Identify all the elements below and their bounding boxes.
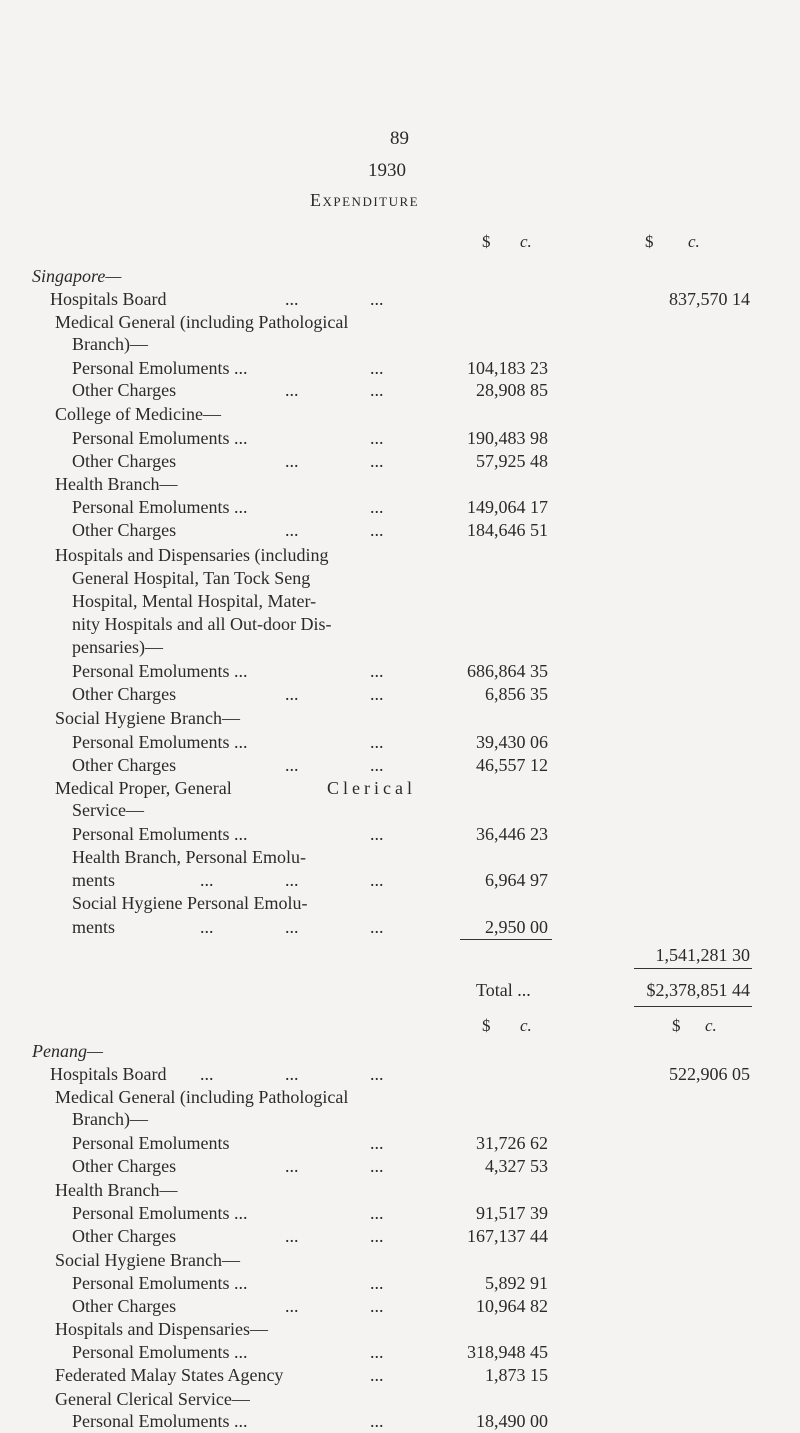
leader-dots: ... <box>370 732 384 752</box>
amount: 184,646 51 <box>467 520 548 540</box>
line-label: Personal Emoluments <box>72 1133 230 1153</box>
line-label: Hospitals and Dispensaries (including <box>55 545 329 565</box>
amount: 36,446 23 <box>476 824 548 844</box>
section-heading: Expenditure <box>310 190 420 210</box>
leader-dots: ... <box>285 917 299 937</box>
leader-dots: ... <box>285 1226 299 1246</box>
subtotal-rule <box>460 939 552 940</box>
line-label: Hospital, Mental Hospital, Mater- <box>72 591 317 611</box>
amount: 39,430 06 <box>476 732 548 752</box>
line-label: Hospitals Board <box>50 1064 167 1084</box>
line-label: Hospitals and Dispensaries— <box>55 1319 268 1339</box>
leader-dots: ... <box>370 380 384 400</box>
leader-dots: ... <box>285 870 299 890</box>
line-label: Other Charges <box>72 1226 177 1246</box>
leader-dots: ... <box>285 1064 299 1084</box>
leader-dots: ... <box>370 1273 384 1293</box>
year-heading: 1930 <box>368 160 406 181</box>
line-label: Personal Emoluments ... <box>72 824 248 844</box>
line-label: Personal Emoluments ... <box>72 428 248 448</box>
leader-dots: ... <box>370 755 384 775</box>
leader-dots: ... <box>285 1296 299 1316</box>
amount: 6,964 97 <box>485 870 548 890</box>
leader-dots: ... <box>370 684 384 704</box>
line-label: General Clerical Service— <box>55 1389 250 1409</box>
leader-dots: ... <box>285 755 299 775</box>
leader-dots: ... <box>370 428 384 448</box>
currency-cent-header: c. <box>705 1016 717 1035</box>
line-label: Service— <box>72 800 144 820</box>
currency-cent-header: c. <box>688 232 700 251</box>
line-label: College of Medicine— <box>55 404 221 424</box>
line-label: Personal Emoluments ... <box>72 1411 248 1431</box>
line-label: Other Charges <box>72 755 177 775</box>
line-label: Personal Emoluments ... <box>72 732 248 752</box>
leader-dots: ... <box>200 870 214 890</box>
line-label: Health Branch, Personal Emolu- <box>72 847 306 867</box>
line-label: Medical Proper, General <box>55 778 232 798</box>
leader-dots: ... <box>370 917 384 937</box>
amount: 5,892 91 <box>485 1273 548 1293</box>
currency-dollar-header: $ <box>482 1016 491 1035</box>
amount: 46,557 12 <box>476 755 548 775</box>
subtotal-rule <box>634 968 752 969</box>
line-label: nity Hospitals and all Out-door Dis- <box>72 614 332 634</box>
amount-subtotal: 1,541,281 30 <box>655 945 750 965</box>
currency-dollar-header: $ <box>482 232 491 251</box>
amount: 57,925 48 <box>476 451 548 471</box>
leader-dots: ... <box>370 289 384 309</box>
currency-cent-header: c. <box>520 1016 532 1035</box>
amount: 318,948 45 <box>467 1342 548 1362</box>
line-label: Other Charges <box>72 380 177 400</box>
amount: 31,726 62 <box>476 1133 548 1153</box>
amount: 28,908 85 <box>476 380 548 400</box>
amount: 91,517 39 <box>476 1203 548 1223</box>
leader-dots: ... <box>285 380 299 400</box>
leader-dots: ... <box>370 497 384 517</box>
leader-dots: ... <box>370 520 384 540</box>
line-label: Federated Malay States Agency <box>55 1365 284 1385</box>
line-label: Health Branch— <box>55 1180 178 1200</box>
line-label: Branch)— <box>72 1109 148 1129</box>
amount: 1,873 15 <box>485 1365 548 1385</box>
line-label: ments <box>72 917 115 937</box>
leader-dots: ... <box>200 917 214 937</box>
leader-dots: ... <box>370 1411 384 1431</box>
currency-dollar-header: $ <box>672 1016 681 1035</box>
amount: 104,183 23 <box>467 358 548 378</box>
line-label: Social Hygiene Branch— <box>55 708 240 728</box>
amount: 6,856 35 <box>485 684 548 704</box>
line-label: Other Charges <box>72 1156 177 1176</box>
leader-dots: ... <box>370 1156 384 1176</box>
line-label: Social Hygiene Personal Emolu- <box>72 893 308 913</box>
line-label: Other Charges <box>72 684 177 704</box>
line-label: Hospitals Board <box>50 289 167 309</box>
leader-dots: ... <box>370 870 384 890</box>
leader-dots: ... <box>370 358 384 378</box>
leader-dots: ... <box>285 1156 299 1176</box>
leader-dots: ... <box>285 684 299 704</box>
currency-dollar-header: $ <box>645 232 654 251</box>
line-label: Medical General (including Pathological <box>55 312 349 332</box>
amount: 167,137 44 <box>467 1226 548 1246</box>
line-label: Personal Emoluments ... <box>72 1273 248 1293</box>
leader-dots: ... <box>370 1296 384 1316</box>
line-label: Other Charges <box>72 1296 177 1316</box>
leader-dots: ... <box>370 451 384 471</box>
leader-dots: ... <box>370 1133 384 1153</box>
leader-dots: ... <box>370 1064 384 1084</box>
line-label: Personal Emoluments ... <box>72 358 248 378</box>
currency-cent-header: c. <box>520 232 532 251</box>
line-label: Personal Emoluments ... <box>72 1203 248 1223</box>
amount: 4,327 53 <box>485 1156 548 1176</box>
amount-total: 522,906 05 <box>669 1064 750 1084</box>
line-label: Other Charges <box>72 451 177 471</box>
line-label: Branch)— <box>72 334 148 354</box>
amount: 190,483 98 <box>467 428 548 448</box>
line-label: Personal Emoluments ... <box>72 1342 248 1362</box>
region-penang: Penang— <box>32 1041 103 1061</box>
total-label: Total ... <box>476 980 531 1000</box>
line-label: Health Branch— <box>55 474 178 494</box>
amount: 18,490 00 <box>476 1411 548 1431</box>
amount-grand-total: $2,378,851 44 <box>646 980 750 1000</box>
leader-dots: ... <box>285 451 299 471</box>
leader-dots: ... <box>370 1203 384 1223</box>
leader-dots: ... <box>200 1064 214 1084</box>
leader-dots: ... <box>370 1226 384 1246</box>
total-rule <box>634 1006 752 1007</box>
page-number: 89 <box>390 128 409 149</box>
amount-total: 837,570 14 <box>669 289 750 309</box>
amount: 686,864 35 <box>467 661 548 681</box>
amount: 2,950 00 <box>485 917 548 937</box>
line-label: Other Charges <box>72 520 177 540</box>
leader-dots: ... <box>370 1365 384 1385</box>
line-label: Clerical <box>327 778 416 798</box>
line-label: Personal Emoluments ... <box>72 497 248 517</box>
region-singapore: Singapore— <box>32 266 122 286</box>
line-label: Social Hygiene Branch— <box>55 1250 240 1270</box>
line-label: General Hospital, Tan Tock Seng <box>72 568 311 588</box>
line-label: Medical General (including Pathological <box>55 1087 349 1107</box>
line-label: ments <box>72 870 115 890</box>
leader-dots: ... <box>370 824 384 844</box>
leader-dots: ... <box>285 289 299 309</box>
leader-dots: ... <box>285 520 299 540</box>
leader-dots: ... <box>370 1342 384 1362</box>
amount: 149,064 17 <box>467 497 548 517</box>
leader-dots: ... <box>370 661 384 681</box>
line-label: pensaries)— <box>72 637 163 657</box>
amount: 10,964 82 <box>476 1296 548 1316</box>
line-label: Personal Emoluments ... <box>72 661 248 681</box>
